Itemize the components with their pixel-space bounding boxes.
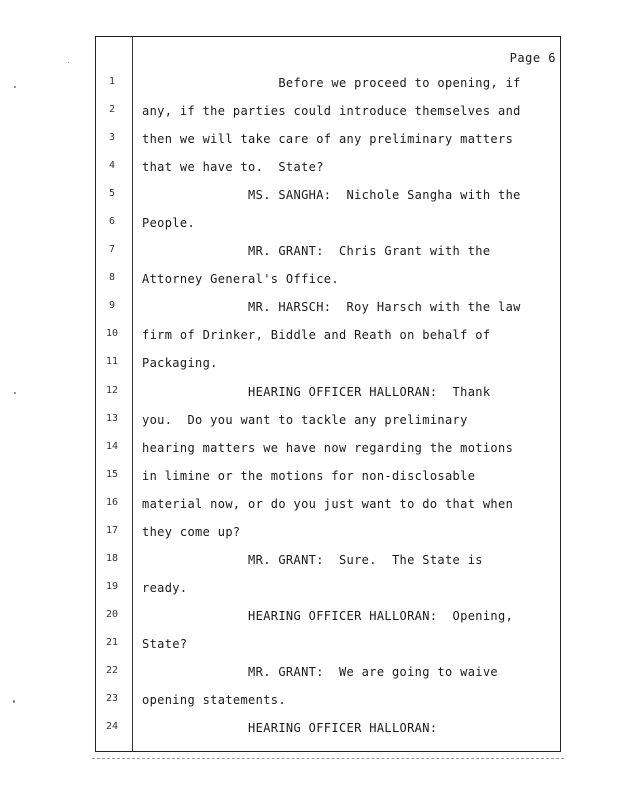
transcript-line: People. <box>142 216 196 230</box>
transcript-line: then we will take care of any preliminary matters <box>142 132 514 146</box>
line-number: 8 <box>108 272 116 283</box>
transcript-line: MS. SANGHA: Nichole Sangha with the <box>142 188 521 202</box>
line-number-margin-rule <box>132 36 133 752</box>
line-number: 14 <box>105 441 119 452</box>
line-number: 15 <box>105 469 119 480</box>
line-number: 21 <box>105 637 119 648</box>
transcript-line: hearing matters we have now regarding the motions <box>142 441 514 455</box>
line-number: 6 <box>108 216 116 227</box>
transcript-line: you. Do you want to tackle any preliminary <box>142 413 468 427</box>
transcript-line: ready. <box>142 581 188 595</box>
transcript-line: firm of Drinker, Biddle and Reath on behalf of <box>142 328 491 342</box>
line-number: 20 <box>105 609 119 620</box>
transcript-line: Attorney General's Office. <box>142 272 339 286</box>
line-number: 3 <box>108 132 116 143</box>
transcript-line: HEARING OFFICER HALLORAN: <box>142 721 438 735</box>
page-label: Page 6 <box>509 51 556 65</box>
line-number: 9 <box>108 300 116 311</box>
transcript-line: HEARING OFFICER HALLORAN: Opening, <box>142 609 514 623</box>
line-number: 24 <box>105 721 119 732</box>
line-number: 4 <box>108 160 116 171</box>
transcript-line: that we have to. State? <box>142 160 324 174</box>
transcript-line: in limine or the motions for non-disclosable <box>142 469 476 483</box>
transcript-line: Before we proceed to opening, if <box>142 76 521 90</box>
transcript-line: Packaging. <box>142 356 218 370</box>
line-number: 22 <box>105 665 119 676</box>
line-number: 16 <box>105 497 119 508</box>
transcript-line: State? <box>142 637 188 651</box>
line-number: 23 <box>105 693 119 704</box>
transcript-line: they come up? <box>142 525 241 539</box>
transcript-line: opening statements. <box>142 693 286 707</box>
line-number: 17 <box>105 525 119 536</box>
scan-speck <box>14 392 16 394</box>
transcript-line: MR. GRANT: We are going to waive <box>142 665 499 679</box>
transcript-line: any, if the parties could introduce themselves and <box>142 104 521 118</box>
scan-speck <box>13 700 15 703</box>
transcript-line: MR. HARSCH: Roy Harsch with the law <box>142 300 521 314</box>
line-number: 5 <box>108 188 116 199</box>
line-number: 1 <box>108 76 116 87</box>
line-number: 13 <box>105 413 119 424</box>
line-number: 19 <box>105 581 119 592</box>
transcript-line: MR. GRANT: Chris Grant with the <box>142 244 491 258</box>
line-number: 2 <box>108 104 116 115</box>
page-bottom-rule <box>92 758 564 759</box>
line-number: 12 <box>105 385 119 396</box>
line-number: 18 <box>105 553 119 564</box>
line-number: 7 <box>108 244 116 255</box>
transcript-line: MR. GRANT: Sure. The State is <box>142 553 483 567</box>
transcript-line: HEARING OFFICER HALLORAN: Thank <box>142 385 491 399</box>
scan-speck <box>14 86 16 88</box>
line-number: 11 <box>105 356 119 367</box>
scan-speck <box>68 62 69 63</box>
line-number: 10 <box>105 328 119 339</box>
transcript-line: material now, or do you just want to do that when <box>142 497 514 511</box>
